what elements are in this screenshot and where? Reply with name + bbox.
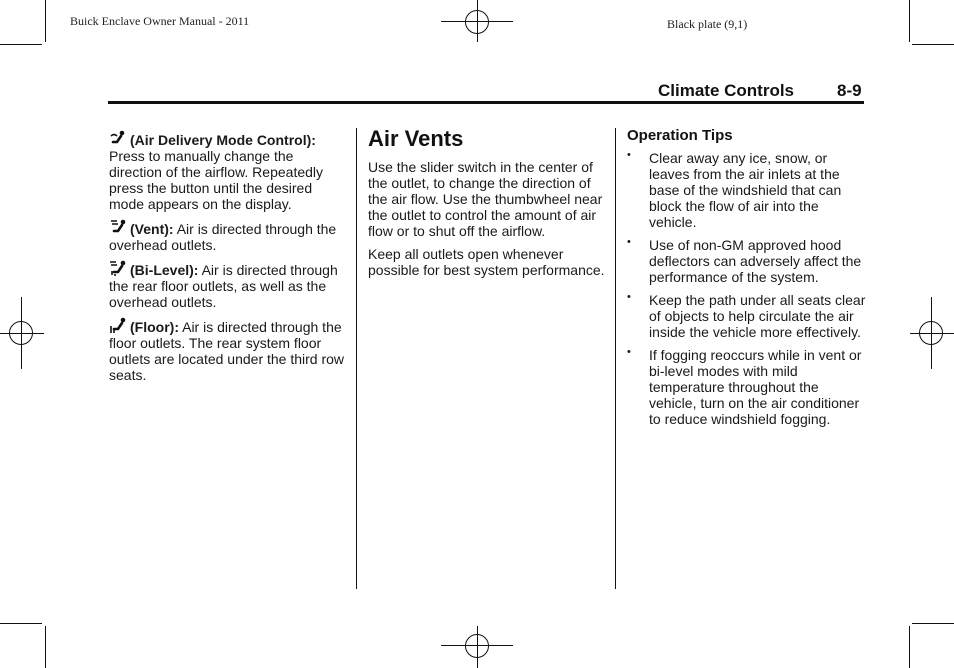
list-item: [616, 150, 866, 230]
mode-description: Air is directed through the overhead outlets.: [109, 221, 337, 253]
list-item-text: Keep the path under all seats clear of objects to help circulate the air inside the vehicle more effectively.: [649, 292, 866, 340]
subsection-title: Operation Tips: [627, 127, 733, 144]
mode-entry-air-delivery: [109, 130, 349, 212]
floor-mode-icon: [109, 317, 127, 334]
bi-level-mode-icon: [109, 260, 127, 277]
mode-label: (Air Delivery Mode Control):: [130, 132, 316, 148]
list-item: [616, 292, 866, 340]
list-item-text: Clear away any ice, snow, or leaves from the air inlets at the base of the windshield that can block the flow of air into the vehicle.: [649, 150, 842, 230]
mode-description: Air is directed through the rear floor outlets, as well as the overhead outlets.: [109, 262, 338, 310]
mode-description: Air is directed through the floor outlets. The rear system floor outlets are located under the third row seats.: [109, 319, 345, 383]
mode-entry-vent: [109, 219, 349, 253]
bullet-icon: •: [627, 236, 631, 248]
section-title: Air Vents: [368, 126, 464, 151]
list-item-text: Use of non-GM approved hood deflectors can adversely affect the performance of the system.: [649, 237, 862, 285]
running-header-page-number: 8-9: [837, 81, 862, 100]
mode-entry-floor: [109, 317, 349, 383]
running-header-section: Climate Controls: [658, 81, 795, 100]
bullet-icon: •: [627, 291, 631, 303]
mode-entry-bi-level: [109, 260, 349, 310]
mode-description: Press to manually change the direction of the airflow. Repeatedly press the button until the desired mode appears on the display.: [109, 148, 324, 212]
vent-mode-icon: [109, 219, 127, 236]
mode-label: (Vent):: [130, 221, 174, 237]
bullet-icon: •: [627, 149, 631, 161]
mode-label: (Floor):: [130, 319, 179, 335]
paragraph: Use the slider switch in the center of the outlet, to change the direction of the air flow. Use the thumbwheel near the outlet to control the amount of air flow or to shut off the airflow.: [368, 159, 603, 239]
list-item-text: If fogging reoccurs while in vent or bi-level modes with mild temperature throughout the vehicle, turn on the air conditioner to reduce windshield fogging.: [649, 347, 862, 427]
air-delivery-mode-icon: [109, 130, 127, 147]
right-column: [616, 127, 866, 434]
print-slug-right: Black plate (9,1): [667, 17, 748, 31]
mode-label: (Bi-Level):: [130, 262, 199, 278]
list-item: [616, 237, 866, 285]
header-rule: [108, 101, 864, 104]
left-column: [109, 130, 349, 390]
paragraph: Keep all outlets open whenever possible for best system performance.: [368, 246, 605, 278]
print-slug-left: Buick Enclave Owner Manual - 2011: [70, 14, 250, 28]
column-divider-1: [356, 128, 357, 589]
middle-column: [368, 127, 608, 285]
list-item: [616, 347, 866, 427]
bullet-icon: •: [627, 346, 631, 358]
